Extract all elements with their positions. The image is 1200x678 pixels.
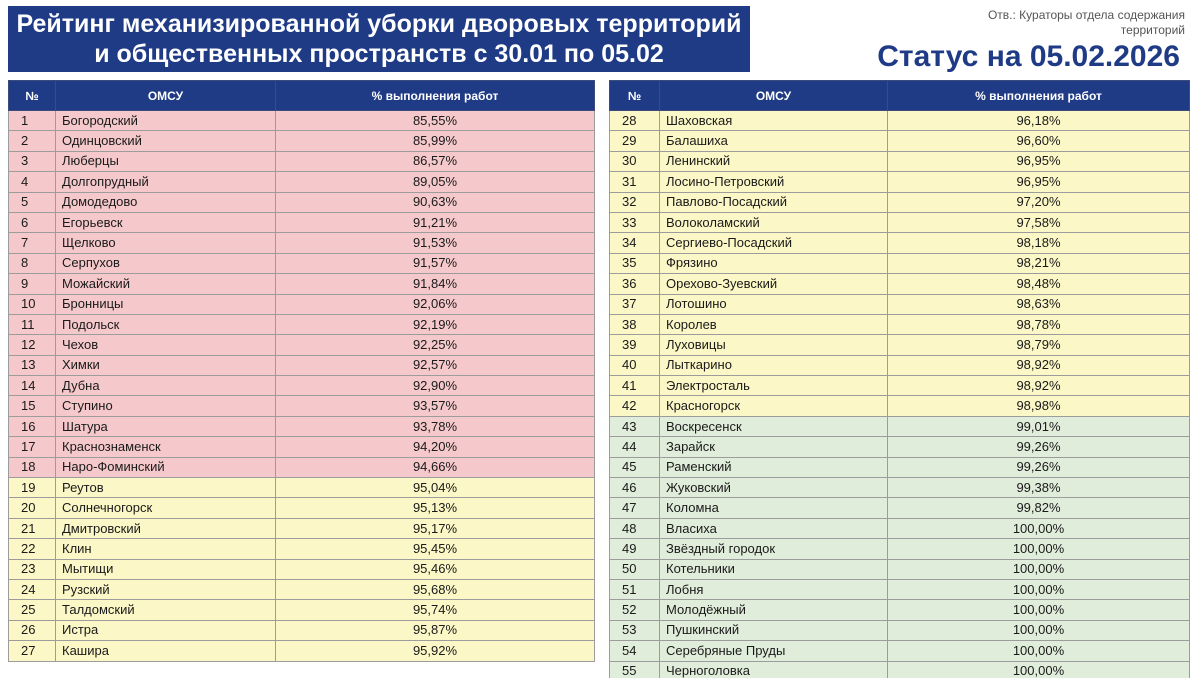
- completion-percent: 90,63%: [276, 192, 595, 212]
- row-number: 13: [9, 355, 56, 375]
- completion-percent: 100,00%: [888, 518, 1190, 538]
- row-number: 40: [610, 355, 660, 375]
- row-number: 17: [9, 437, 56, 457]
- completion-percent: 96,60%: [888, 131, 1190, 151]
- table-row: [610, 559, 1190, 579]
- column-header-omsu: ОМСУ: [660, 81, 888, 111]
- completion-percent: 93,78%: [276, 416, 595, 436]
- row-number: 55: [610, 661, 660, 678]
- table-row: [9, 600, 595, 620]
- completion-percent: 98,92%: [888, 355, 1190, 375]
- omsu-name: Воскресенск: [660, 416, 888, 436]
- row-number: 20: [9, 498, 56, 518]
- omsu-name: Жуковский: [660, 478, 888, 498]
- row-number: 37: [610, 294, 660, 314]
- table-row: [9, 355, 595, 375]
- omsu-name: Балашиха: [660, 131, 888, 151]
- omsu-name: Солнечногорск: [56, 498, 276, 518]
- table-row: [9, 253, 595, 273]
- row-number: 5: [9, 192, 56, 212]
- omsu-name: Егорьевск: [56, 212, 276, 232]
- table-row: [9, 192, 595, 212]
- row-number: 45: [610, 457, 660, 477]
- rating-table-right: [609, 80, 1190, 678]
- omsu-name: Молодёжный: [660, 600, 888, 620]
- completion-percent: 95,68%: [276, 579, 595, 599]
- omsu-name: Клин: [56, 539, 276, 559]
- row-number: 21: [9, 518, 56, 538]
- row-number: 10: [9, 294, 56, 314]
- completion-percent: 98,92%: [888, 376, 1190, 396]
- column-header-num: №: [9, 81, 56, 111]
- row-number: 35: [610, 253, 660, 273]
- omsu-name: Одинцовский: [56, 131, 276, 151]
- omsu-name: Дубна: [56, 376, 276, 396]
- completion-percent: 98,48%: [888, 274, 1190, 294]
- row-number: 44: [610, 437, 660, 457]
- completion-percent: 99,26%: [888, 457, 1190, 477]
- completion-percent: 100,00%: [888, 641, 1190, 661]
- completion-percent: 92,57%: [276, 355, 595, 375]
- omsu-name: Подольск: [56, 314, 276, 334]
- omsu-name: Шатура: [56, 416, 276, 436]
- completion-percent: 95,13%: [276, 498, 595, 518]
- omsu-name: Лыткарино: [660, 355, 888, 375]
- omsu-name: Фрязино: [660, 253, 888, 273]
- omsu-name: Домодедово: [56, 192, 276, 212]
- table-row: [9, 579, 595, 599]
- row-number: 34: [610, 233, 660, 253]
- omsu-name: Бронницы: [56, 294, 276, 314]
- rating-table-left: [8, 80, 595, 662]
- column-header-omsu: ОМСУ: [56, 81, 276, 111]
- row-number: 30: [610, 151, 660, 171]
- table-row: [9, 518, 595, 538]
- title-line-1: Рейтинг механизированной уборки дворовых территорий: [16, 10, 742, 38]
- table-row: [610, 376, 1190, 396]
- omsu-name: Коломна: [660, 498, 888, 518]
- omsu-name: Дмитровский: [56, 518, 276, 538]
- completion-percent: 92,25%: [276, 335, 595, 355]
- table-row: [9, 437, 595, 457]
- omsu-name: Рузский: [56, 579, 276, 599]
- omsu-name: Черноголовка: [660, 661, 888, 678]
- table-row: [9, 294, 595, 314]
- row-number: 14: [9, 376, 56, 396]
- row-number: 19: [9, 478, 56, 498]
- table-row: [610, 518, 1190, 538]
- table-row: [9, 151, 595, 171]
- table-row: [610, 539, 1190, 559]
- completion-percent: 93,57%: [276, 396, 595, 416]
- omsu-name: Раменский: [660, 457, 888, 477]
- omsu-name: Мытищи: [56, 559, 276, 579]
- omsu-name: Электросталь: [660, 376, 888, 396]
- row-number: 25: [9, 600, 56, 620]
- row-number: 4: [9, 172, 56, 192]
- completion-percent: 100,00%: [888, 600, 1190, 620]
- title-line-2: и общественных пространств с 30.01 по 05.02: [94, 40, 664, 68]
- omsu-name: Серебряные Пруды: [660, 641, 888, 661]
- completion-percent: 95,45%: [276, 539, 595, 559]
- row-number: 2: [9, 131, 56, 151]
- omsu-name: Лобня: [660, 579, 888, 599]
- completion-percent: 99,26%: [888, 437, 1190, 457]
- completion-percent: 95,46%: [276, 559, 595, 579]
- row-number: 47: [610, 498, 660, 518]
- completion-percent: 100,00%: [888, 559, 1190, 579]
- column-header-pct: % выполнения работ: [888, 81, 1190, 111]
- table-row: [610, 253, 1190, 273]
- completion-percent: 98,79%: [888, 335, 1190, 355]
- omsu-name: Ступино: [56, 396, 276, 416]
- completion-percent: 92,06%: [276, 294, 595, 314]
- row-number: 48: [610, 518, 660, 538]
- completion-percent: 92,90%: [276, 376, 595, 396]
- responsible-note: [935, 8, 1185, 38]
- row-number: 23: [9, 559, 56, 579]
- table-row: [9, 416, 595, 436]
- omsu-name: Краснознаменск: [56, 437, 276, 457]
- table-row: [9, 498, 595, 518]
- table-body-left: [9, 111, 595, 662]
- table-header-row: [610, 81, 1190, 111]
- table-row: [9, 559, 595, 579]
- table-row: [610, 600, 1190, 620]
- table-row: [610, 294, 1190, 314]
- row-number: 41: [610, 376, 660, 396]
- table-row: [610, 620, 1190, 640]
- responsible-line-1: Отв.: Кураторы отдела содержания: [987, 8, 1185, 22]
- table-row: [610, 274, 1190, 294]
- table-row: [610, 212, 1190, 232]
- completion-percent: 99,01%: [888, 416, 1190, 436]
- omsu-name: Лосино-Петровский: [660, 172, 888, 192]
- row-number: 11: [9, 314, 56, 334]
- omsu-name: Талдомский: [56, 600, 276, 620]
- table-row: [610, 233, 1190, 253]
- omsu-name: Шаховская: [660, 111, 888, 131]
- omsu-name: Котельники: [660, 559, 888, 579]
- row-number: 24: [9, 579, 56, 599]
- completion-percent: 91,21%: [276, 212, 595, 232]
- row-number: 33: [610, 212, 660, 232]
- completion-percent: 100,00%: [888, 539, 1190, 559]
- row-number: 32: [610, 192, 660, 212]
- omsu-name: Луховицы: [660, 335, 888, 355]
- omsu-name: Чехов: [56, 335, 276, 355]
- table-row: [610, 457, 1190, 477]
- row-number: 1: [9, 111, 56, 131]
- table-header-row: [9, 81, 595, 111]
- omsu-name: Зарайск: [660, 437, 888, 457]
- table-row: [610, 355, 1190, 375]
- row-number: 38: [610, 314, 660, 334]
- row-number: 54: [610, 641, 660, 661]
- completion-percent: 95,92%: [276, 641, 595, 661]
- completion-percent: 99,82%: [888, 498, 1190, 518]
- omsu-name: Сергиево-Посадский: [660, 233, 888, 253]
- table-row: [610, 661, 1190, 678]
- completion-percent: 89,05%: [276, 172, 595, 192]
- table-row: [610, 478, 1190, 498]
- table-row: [9, 172, 595, 192]
- omsu-name: Звёздный городок: [660, 539, 888, 559]
- row-number: 50: [610, 559, 660, 579]
- omsu-name: Ленинский: [660, 151, 888, 171]
- row-number: 42: [610, 396, 660, 416]
- omsu-name: Серпухов: [56, 253, 276, 273]
- column-header-num: №: [610, 81, 660, 111]
- omsu-name: Кашира: [56, 641, 276, 661]
- completion-percent: 91,84%: [276, 274, 595, 294]
- completion-percent: 96,95%: [888, 151, 1190, 171]
- completion-percent: 98,78%: [888, 314, 1190, 334]
- omsu-name: Павлово-Посадский: [660, 192, 888, 212]
- completion-percent: 98,21%: [888, 253, 1190, 273]
- table-row: [610, 131, 1190, 151]
- row-number: 7: [9, 233, 56, 253]
- table-row: [9, 620, 595, 640]
- row-number: 18: [9, 457, 56, 477]
- row-number: 31: [610, 172, 660, 192]
- table-row: [610, 335, 1190, 355]
- table-row: [610, 641, 1190, 661]
- omsu-name: Люберцы: [56, 151, 276, 171]
- completion-percent: 96,18%: [888, 111, 1190, 131]
- row-number: 12: [9, 335, 56, 355]
- omsu-name: Наро-Фоминский: [56, 457, 276, 477]
- completion-percent: 96,95%: [888, 172, 1190, 192]
- table-row: [610, 314, 1190, 334]
- completion-percent: 100,00%: [888, 579, 1190, 599]
- row-number: 52: [610, 600, 660, 620]
- table-row: [9, 314, 595, 334]
- omsu-name: Власиха: [660, 518, 888, 538]
- completion-percent: 100,00%: [888, 620, 1190, 640]
- responsible-line-2: территорий: [1120, 23, 1185, 37]
- row-number: 22: [9, 539, 56, 559]
- completion-percent: 91,57%: [276, 253, 595, 273]
- row-number: 36: [610, 274, 660, 294]
- row-number: 39: [610, 335, 660, 355]
- table-row: [9, 539, 595, 559]
- table-row: [610, 416, 1190, 436]
- table-row: [9, 478, 595, 498]
- table-row: [610, 579, 1190, 599]
- table-row: [610, 498, 1190, 518]
- row-number: 6: [9, 212, 56, 232]
- completion-percent: 95,17%: [276, 518, 595, 538]
- completion-percent: 86,57%: [276, 151, 595, 171]
- omsu-name: Химки: [56, 355, 276, 375]
- omsu-name: Пушкинский: [660, 620, 888, 640]
- completion-percent: 85,99%: [276, 131, 595, 151]
- table-row: [9, 457, 595, 477]
- completion-percent: 100,00%: [888, 661, 1190, 678]
- row-number: 26: [9, 620, 56, 640]
- omsu-name: Волоколамский: [660, 212, 888, 232]
- completion-percent: 85,55%: [276, 111, 595, 131]
- row-number: 43: [610, 416, 660, 436]
- completion-percent: 95,74%: [276, 600, 595, 620]
- row-number: 3: [9, 151, 56, 171]
- omsu-name: Реутов: [56, 478, 276, 498]
- table-row: [610, 192, 1190, 212]
- table-row: [610, 111, 1190, 131]
- row-number: 49: [610, 539, 660, 559]
- completion-percent: 95,04%: [276, 478, 595, 498]
- omsu-name: Можайский: [56, 274, 276, 294]
- omsu-name: Истра: [56, 620, 276, 640]
- row-number: 29: [610, 131, 660, 151]
- completion-percent: 94,66%: [276, 457, 595, 477]
- table-body-right: [610, 111, 1190, 678]
- table-row: [9, 131, 595, 151]
- table-row: [610, 396, 1190, 416]
- omsu-name: Щелково: [56, 233, 276, 253]
- row-number: 16: [9, 416, 56, 436]
- row-number: 27: [9, 641, 56, 661]
- omsu-name: Королев: [660, 314, 888, 334]
- row-number: 9: [9, 274, 56, 294]
- table-row: [9, 376, 595, 396]
- table-row: [9, 111, 595, 131]
- row-number: 46: [610, 478, 660, 498]
- omsu-name: Долгопрудный: [56, 172, 276, 192]
- status-date: Статус на 05.02.2026: [877, 40, 1180, 73]
- completion-percent: 94,20%: [276, 437, 595, 457]
- omsu-name: Лотошино: [660, 294, 888, 314]
- row-number: 51: [610, 579, 660, 599]
- table-row: [9, 233, 595, 253]
- completion-percent: 99,38%: [888, 478, 1190, 498]
- completion-percent: 95,87%: [276, 620, 595, 640]
- completion-percent: 97,20%: [888, 192, 1190, 212]
- completion-percent: 97,58%: [888, 212, 1190, 232]
- page-title: [8, 6, 750, 72]
- omsu-name: Орехово-Зуевский: [660, 274, 888, 294]
- completion-percent: 98,18%: [888, 233, 1190, 253]
- omsu-name: Богородский: [56, 111, 276, 131]
- row-number: 28: [610, 111, 660, 131]
- table-row: [9, 212, 595, 232]
- table-row: [610, 437, 1190, 457]
- completion-percent: 98,98%: [888, 396, 1190, 416]
- table-row: [610, 151, 1190, 171]
- row-number: 15: [9, 396, 56, 416]
- column-header-pct: % выполнения работ: [276, 81, 595, 111]
- row-number: 8: [9, 253, 56, 273]
- table-row: [9, 274, 595, 294]
- completion-percent: 92,19%: [276, 314, 595, 334]
- completion-percent: 91,53%: [276, 233, 595, 253]
- table-row: [9, 641, 595, 661]
- omsu-name: Красногорск: [660, 396, 888, 416]
- table-row: [9, 396, 595, 416]
- table-row: [610, 172, 1190, 192]
- completion-percent: 98,63%: [888, 294, 1190, 314]
- table-row: [9, 335, 595, 355]
- row-number: 53: [610, 620, 660, 640]
